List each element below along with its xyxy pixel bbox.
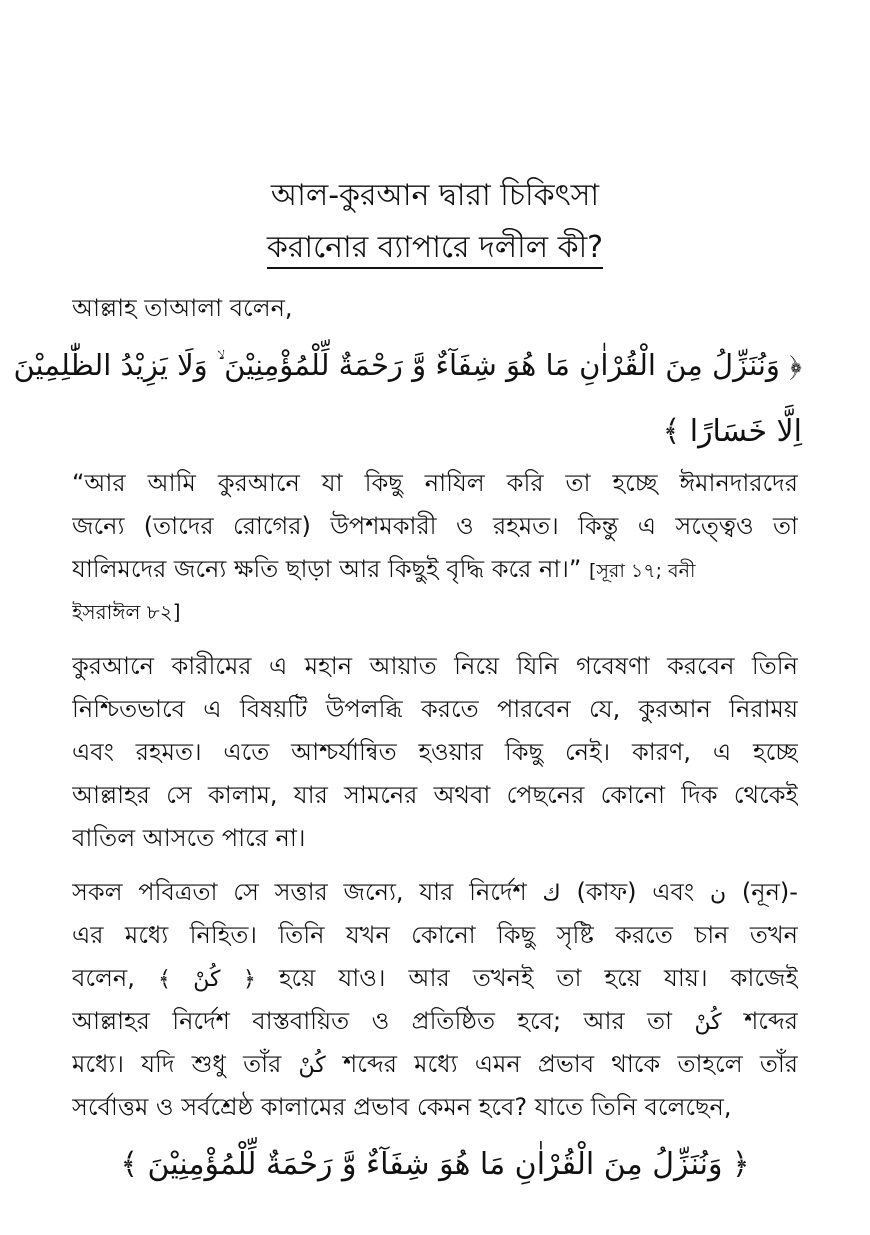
paragraph-line: এবং রহমত। এতে আশ্চর্যান্বিত হওয়ার কিছু নেই। কারণ, এ হচ্ছে [72,738,798,766]
surah-reference: [সূরা ১৭; বনী [588,560,696,582]
page-title-line1: আল-কুরআন দ্বারা চিকিৎসা [270,178,600,213]
paragraph-line: কুরআনে কারীমের এ মহান আয়াত নিয়ে যিনি গবেষণা করবেন তিনি [72,652,798,680]
text-segment: (নূন)- [741,878,798,906]
arabic-word-kun: كُنْ [694,1010,722,1035]
paragraph-line: বাতিল আসতে পারে না। [72,824,306,852]
translation-line: জন্যে (তাদের রোগের) উপশমকারী ও রহমত। কিন্তু এ সত্ত্বেও তা [72,512,798,540]
text-segment: মধ্যে। যদি শুধু তাঁর [72,1050,282,1078]
intro-text: আল্লাহ তাআলা বলেন, [72,294,293,322]
page-title-line2 [0,228,870,268]
paragraph-line: আল্লাহর সে কালাম, যার সামনের অথবা পেছনের কোনো দিক থেকেই [72,781,798,809]
paragraph-line [72,960,798,998]
text-segment: হয়ে যাও। আর তখনই তা হয়ে যায়। কাজেই [278,964,798,992]
translation-line: “আর আমি কুরআনে যা কিছু নাযিল করি তা হচ্ছে ঈমানদারদের [72,469,798,497]
arabic-letter-kaf: ك [542,881,561,906]
paragraph-line: নিশ্চিতভাবে এ বিষয়টি উপলব্ধি করতে পারবেন যে, কুরআন নিরাময় [72,695,798,723]
page-title-line2-text: করানোর ব্যাপারে দলীল কী? [267,230,603,269]
text-segment: শব্দের মধ্যে এমন প্রভাব থাকে তাহলে তাঁর [343,1050,798,1078]
text-segment: সকল পবিত্রতা সে সত্তার জন্যে, যার নির্দেশ [72,878,527,906]
ayah-verse-line1: ﴿ وَنُنَزِّلُ مِنَ الْقُرْاٰنِ مَا هُوَ شِفَآءٌ وَّ رَحْمَةٌ لِّلْمُؤْمِنِيْنَ ۙ وَلَا يَزِيْدُ الظّٰلِمِيْنَ [13,348,802,382]
text-segment: (কাফ) এবং [576,878,695,906]
ayah-verse-line2: اِلَّا خَسَارًا ﴾ [662,414,802,449]
arabic-letter-nun: ن [709,881,727,906]
translation-line [72,551,798,589]
paragraph-line [72,1046,798,1084]
surah-reference-end: ইসরাঈল ৮২] [72,600,181,624]
text-segment: শব্দের [744,1007,798,1035]
arabic-word-kun-quoted: ﴿ كُنْ ﴾ [157,967,256,992]
paragraph-line: সর্বোত্তম ও সর্বশ্রেষ্ঠ কালামের প্রভাব কেমন হবে? যাতে তিনি বলেছেন, [72,1093,732,1121]
ayah-verse-final: ﴿ وَنُنَزِّلُ مِنَ الْقُرْاٰنِ مَا هُوَ شِفَآءٌ وَّ رَحْمَةٌ لِّلْمُؤْمِنِيْنَ ﴾ [120,1147,750,1182]
text-segment: আল্লাহর নির্দেশ বাস্তবায়িত ও প্রতিষ্ঠিত হবে; আর তা [72,1007,673,1035]
paragraph-line: এর মধ্যে নিহিত। তিনি যখন কোনো কিছু সৃষ্টি করতে চান তখন [72,921,798,949]
text-segment: বলেন, [72,964,135,992]
paragraph-line [72,874,798,912]
paragraph-line [72,1003,798,1041]
translation-text: যালিমদের জন্যে ক্ষতি ছাড়া আর কিছুই বৃদ্ধি করে না।” [72,555,582,583]
arabic-word-kun: كُنْ [298,1053,326,1078]
